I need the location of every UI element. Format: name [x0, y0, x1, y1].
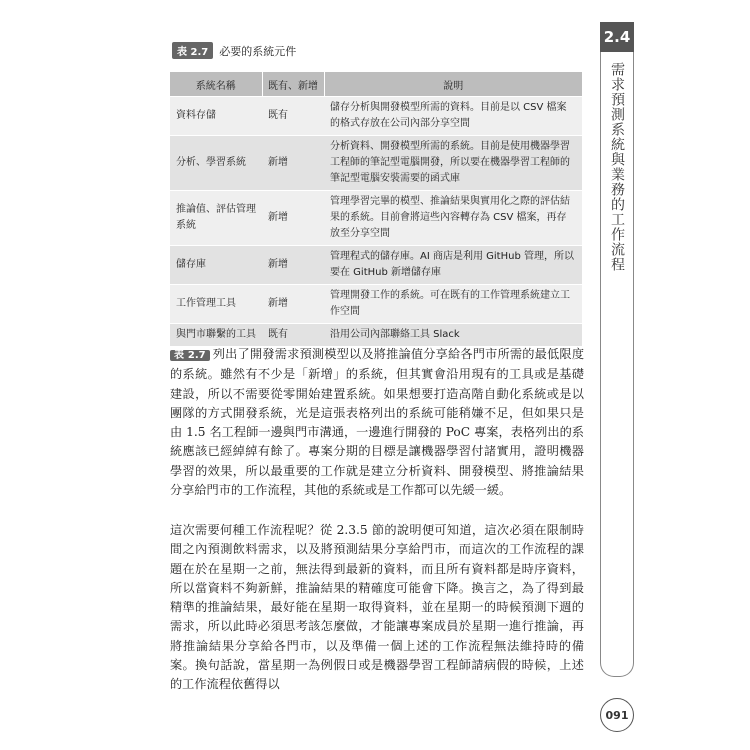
table-row: [170, 324, 582, 347]
cell-description: 沿用公司內部聯絡工具 Slack: [324, 324, 582, 347]
cell-status: 既有: [262, 324, 324, 347]
table-row: [170, 191, 582, 246]
header-status: 既有、新增: [262, 72, 324, 97]
cell-system-name: 分析、學習系統: [170, 136, 262, 191]
cell-system-name: 工作管理工具: [170, 285, 262, 324]
paragraph-text: 這次需要何種工作流程呢？從 2.3.5 節的說明便可知道，這次必須在限制時間之內預測飲料需求，以及將預測結果分享給門市，而這次的工作流程的課題在於在星期一之前，無法得到最新的資料，而且所有資料都是時序資料，所以當資料不夠新鮮，推論結果的精確度可能會下降。換言之，為了得到最精準的推論結果，最好能在星期一取得資料，並在星期一的時候預測下週的需求，所以此時必須思考該怎麼做，才能讓專案成員於星期一進行推論，再將推論結果分享給各門市，以及準備一個上述的工作流程無法維持時的備案。換句話說，當星期一為例假日或是機器學習工程師請病假的時候，上述的工作流程依舊得以: [170, 523, 584, 692]
paragraph-text: 列出了開發需求預測模型以及將推論值分享給各門市所需的最低限度的系統。雖然有不少是「新增」的系統，但其實會沿用現有的工具或是基礎建設，所以不需要從零開始建置系統。如果想要打造高階自動化系統或是以團隊的方式開發系統，光是這張表格列出的系統可能稍嫌不足，但如果只是由 1.5 名工程師一邊與門市溝通，一邊進行開發的 PoC 專案，表格列出的系統應該已經綽綽有餘了。專案分期的目標是讓機器學習付諸實用，證明機器學習的效果，所以最重要的工作就是建立分析資料、開發模型、將推論結果分享給門市的工作流程，其他的系統或是工作都可以先緩一緩。: [170, 347, 585, 498]
cell-description: 管理開發工作的系統。可在既有的工作管理系統建立工作空間: [324, 285, 582, 324]
cell-status: 新增: [262, 285, 324, 324]
cell-system-name: 資料存儲: [170, 97, 262, 136]
cell-status: 新增: [262, 246, 324, 285]
table-header-row: [170, 72, 582, 97]
chapter-title: 需求預測系統與業務的工作流程: [609, 62, 625, 272]
cell-description: 管理學習完畢的模型、推論結果與實用化之際的評估結果的系統。目前會將這些內容轉存為 CSV 檔案，再存放至分享空間: [324, 191, 582, 246]
cell-description: 分析資料、開發模型所需的系統。目前是使用機器學習工程師的筆記型電腦開發，所以要在機器學習工程師的筆記型電腦安裝需要的函式庫: [324, 136, 582, 191]
table-row: [170, 246, 582, 285]
table-row: [170, 97, 582, 136]
cell-status: 既有: [262, 97, 324, 136]
cell-system-name: 與門市聯繫的工具: [170, 324, 262, 347]
cell-status: 新增: [262, 191, 324, 246]
body-paragraph: [170, 521, 584, 695]
body-paragraph: [170, 345, 584, 500]
table-row: [170, 136, 582, 191]
system-components-table: [170, 72, 582, 346]
header-description: 說明: [324, 72, 582, 97]
section-number: 2.4: [600, 22, 634, 52]
page-number: 091: [600, 698, 634, 732]
table-caption-text: 必要的系統元件: [219, 44, 297, 58]
table-reference: 表 2.7: [170, 350, 210, 361]
cell-system-name: 儲存庫: [170, 246, 262, 285]
table-label: 表 2.7: [172, 42, 213, 59]
cell-status: 新增: [262, 136, 324, 191]
cell-system-name: 推論值、評估管理系統: [170, 191, 262, 246]
header-system-name: 系統名稱: [170, 72, 262, 97]
table-caption: [172, 42, 296, 59]
cell-description: 管理程式的儲存庫。AI 商店是利用 GitHub 管理，所以要在 GitHub 新增儲存庫: [324, 246, 582, 285]
cell-description: 儲存分析與開發模型所需的資料。目前是以 CSV 檔案的格式存放在公司內部分享空間: [324, 97, 582, 136]
table-row: [170, 285, 582, 324]
